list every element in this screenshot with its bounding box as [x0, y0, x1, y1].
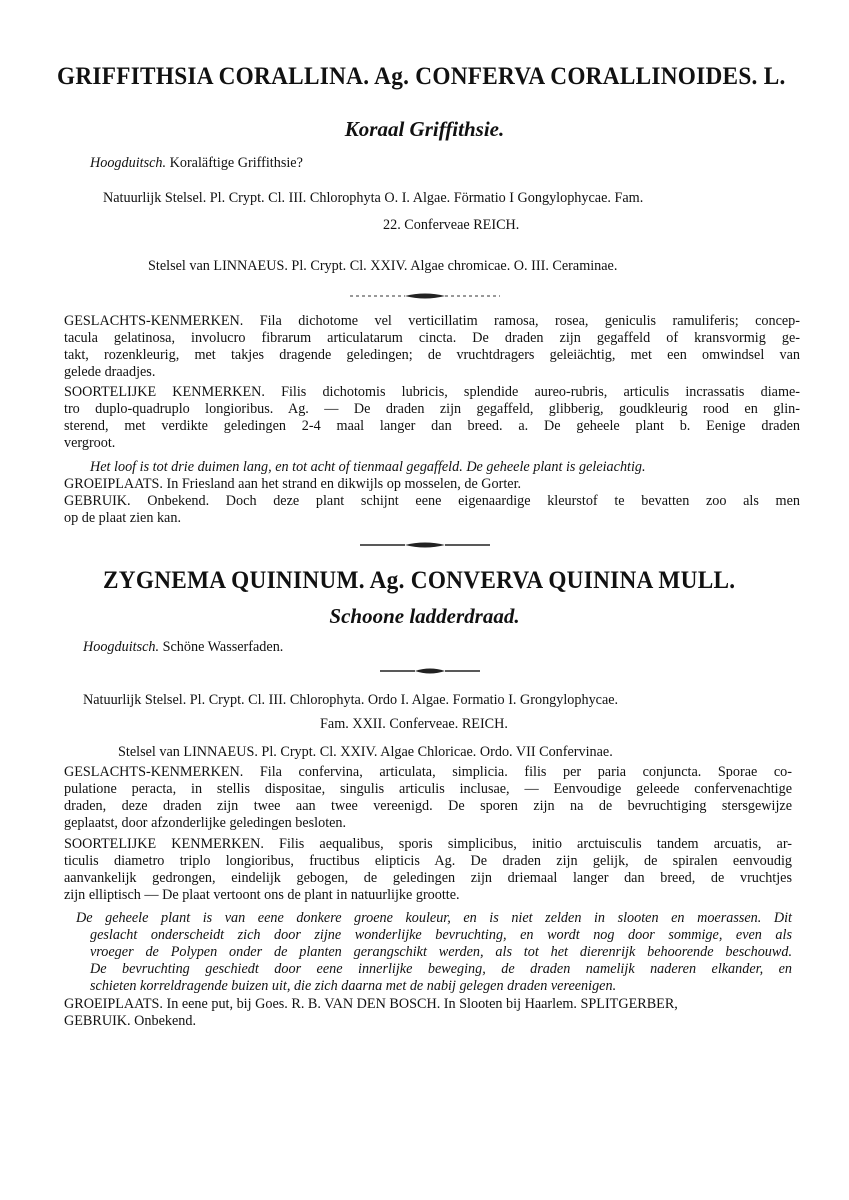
s1-body-3: gelede draadjes. — [64, 364, 156, 380]
s1-body-11: op de plaat zien kan. — [64, 510, 181, 526]
section1-stelsel-2: Stelsel van LINNAEUS. Pl. Crypt. Cl. XXIV. Algae chromicae. O. III. Ceraminae. — [148, 258, 618, 274]
s2-body-9: geslacht onderscheidt zich door zijne wonderlijke bevruchting, en wordt nog door sommige, even als — [90, 927, 792, 943]
s2-body-12: schieten korreldragende buizen uit, die zich daarna met de nabij gelegen draden vereenigen. — [90, 978, 617, 994]
section2-hoogduitsch — [83, 639, 283, 656]
s1-body-4: SOORTELIJKE KENMERKEN. Filis dichotomis lubricis, splendide aureo-rubris, articulis incrassatis diame- — [64, 384, 800, 400]
section2-stelsel-1a: Natuurlijk Stelsel. Pl. Crypt. Cl. III. Chlorophyta. Ordo I. Algae. Formatio I. Grongylophycae. — [83, 692, 619, 708]
s2-body-4: SOORTELIJKE KENMERKEN. Filis aequalibus, sporis simplicibus, initio arctuisculis tandem arcuatis, ar- — [64, 836, 792, 852]
section1-subtitle: Koraal Griffithsie. — [344, 117, 505, 141]
section2-stelsel-1b: Fam. XXII. Conferveae. REICH. — [320, 716, 508, 732]
s1-body-5: tro duplo-quadruplo longioribus. Ag. — De draden zijn gegaffeld, glibberig, goudkleurig rood en glin- — [64, 401, 800, 417]
section2-title: ZYGNEMA QUININUM. Ag. CONVERVA QUININA MULL. — [103, 567, 736, 594]
s1-body-9: GROEIPLAATS. In Friesland aan het strand en dikwijls op mosselen, de Gorter. — [64, 476, 522, 492]
hoogduitsch-label: Hoogduitsch. — [83, 639, 160, 655]
s1-body-0: GESLACHTS-KENMERKEN. Fila dichotome vel verticillatim ramosa, rosea, geniculis ramuliferis; concep- — [64, 313, 800, 329]
section1-stelsel-1a: Natuurlijk Stelsel. Pl. Crypt. Cl. III. Chlorophyta O. I. Algae. Förmatio I Gongylophycae. Fam. — [103, 190, 644, 206]
section2-stelsel-2: Stelsel van LINNAEUS. Pl. Crypt. Cl. XXIV. Algae Chloricae. Ordo. VII Confervinae. — [118, 744, 613, 760]
s2-body-5: ticulis diametro triplo longioribus, fructibus elipticis Ag. De draden zijn gelijk, de spiralen eenvoudig — [64, 853, 792, 869]
section1-title: GRIFFITHSIA CORALLINA. Ag. CONFERVA CORALLINOIDES. L. — [57, 63, 786, 90]
s2-body-0: GESLACHTS-KENMERKEN. Fila confervina, articulata, simplicia. filis per paria conjuncta. Sporae co- — [64, 764, 792, 780]
section2-subtitle: Schoone ladderdraad. — [329, 604, 520, 628]
ornament-divider — [350, 292, 500, 300]
s1-body-6: sterend, met verdikte geledingen 2-4 maal langer dan breed. a. De geheele plant b. Eenige draden — [64, 418, 800, 434]
section1-hoogduitsch — [90, 155, 303, 172]
hoogduitsch-text: Schöne Wasserfaden. — [162, 639, 284, 655]
s1-body-1: tacula gelatinosa, involucro fibrarum articulatarum cincta. De draden zijn gegaffeld of kransvormig ge- — [64, 330, 800, 346]
s2-body-6: aanvankelijk gedrongen, eindelijk gebogen, de geledingen zijn driemaal langer dan breed, de vruchtjes — [64, 870, 792, 886]
section1-stelsel-1b: 22. Conferveae REICH. — [383, 217, 520, 233]
s1-body-8: Het loof is tot drie duimen lang, en tot acht of tienmaal gegaffeld. De geheele plant is geleiachtig. — [90, 459, 646, 475]
s1-body-10: GEBRUIK. Onbekend. Doch deze plant schijnt eene eigenaardige kleurstof te bevatten zoo als men — [64, 493, 800, 509]
s2-body-14: GEBRUIK. Onbekend. — [64, 1013, 197, 1029]
s2-body-2: draden, deze draden zijn twee aan twee vereenigd. De sporen zijn na de bevruchtiging stersgewijze — [64, 798, 792, 814]
hoogduitsch-label: Hoogduitsch. — [90, 155, 167, 171]
ornament-divider — [360, 541, 490, 549]
s2-body-10: vroeger de Polypen onder de planten gerangschikt werden, als tot het dierenrijk behoorende beschouwd. — [90, 944, 792, 960]
s2-body-1: pulatione peracta, in stellis dispositae, singulis articulis inclusae, — Eenvoudige geleede confervenachtige — [64, 781, 792, 797]
s2-body-11: De bevruchting geschiedt door eene innerlijke beweging, de draden namelijk naderen elkander, en — [90, 961, 792, 977]
s2-body-7: zijn elliptisch — De plaat vertoont ons de plant in natuurlijke grootte. — [64, 887, 460, 903]
hoogduitsch-text: Koraläftige Griffithsie? — [169, 155, 303, 171]
s2-body-8: De geheele plant is van eene donkere groene kouleur, en is niet zelden in slooten en moerassen. Dit — [76, 910, 792, 926]
s1-body-7: vergroot. — [64, 435, 116, 451]
ornament-divider — [380, 667, 480, 675]
s2-body-13: GROEIPLAATS. In eene put, bij Goes. R. B. VAN DEN BOSCH. In Slooten bij Haarlem. SPLITGERBER, — [64, 996, 678, 1012]
s1-body-2: takt, rozenkleurig, met takjes dragende geledingen; de vruchtdragers geleiächtig, met een omwindsel van — [64, 347, 800, 363]
s2-body-3: geplaatst, door afzonderlijke geledingen besloten. — [64, 815, 347, 831]
